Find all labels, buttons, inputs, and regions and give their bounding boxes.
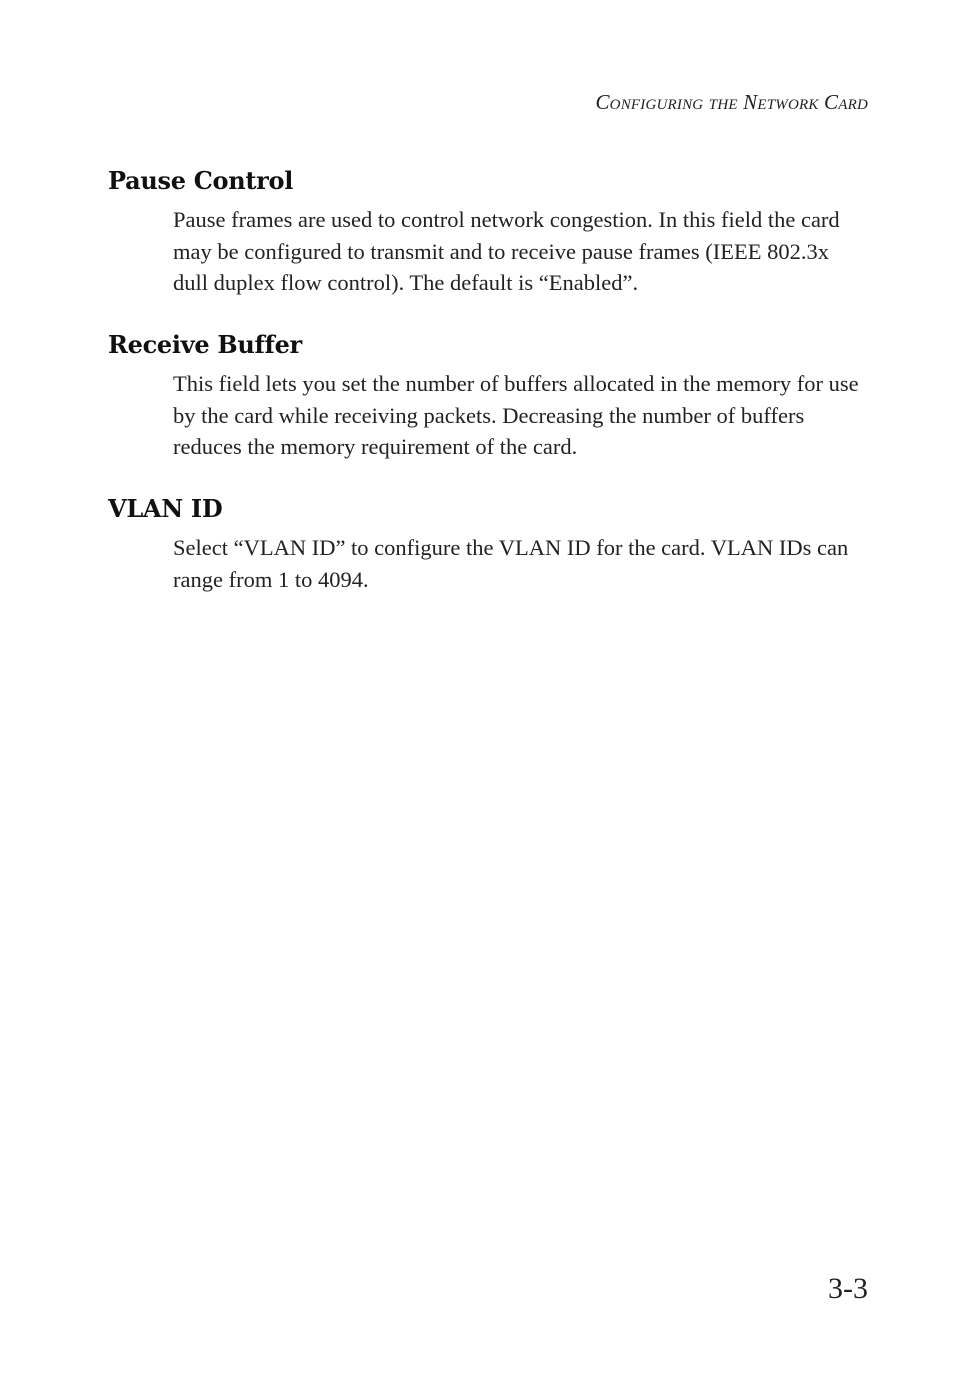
running-header: Configuring the Network Card bbox=[595, 90, 868, 114]
page-number: 3-3 bbox=[828, 1272, 868, 1305]
section-heading: VLAN ID bbox=[108, 494, 223, 523]
section-pause-control bbox=[108, 166, 868, 299]
section-vlan-id bbox=[108, 494, 868, 595]
section-body: Pause frames are used to control network congestion. In this field the card may be configured to transmit and to receive pause frames (IEEE 802.3x dull duplex flow control). The default is “Enabled”. bbox=[173, 207, 840, 295]
section-heading: Pause Control bbox=[108, 166, 294, 195]
section-heading: Receive Buffer bbox=[108, 330, 302, 359]
section-body: Select “VLAN ID” to configure the VLAN ID for the card. VLAN IDs can range from 1 to 4094. bbox=[173, 535, 849, 592]
section-body: This field lets you set the number of buffers allocated in the memory for use by the card while receiving packets. Decreasing the number of buffers reduces the memory requirement of the card. bbox=[173, 371, 859, 459]
section-receive-buffer bbox=[108, 330, 868, 463]
